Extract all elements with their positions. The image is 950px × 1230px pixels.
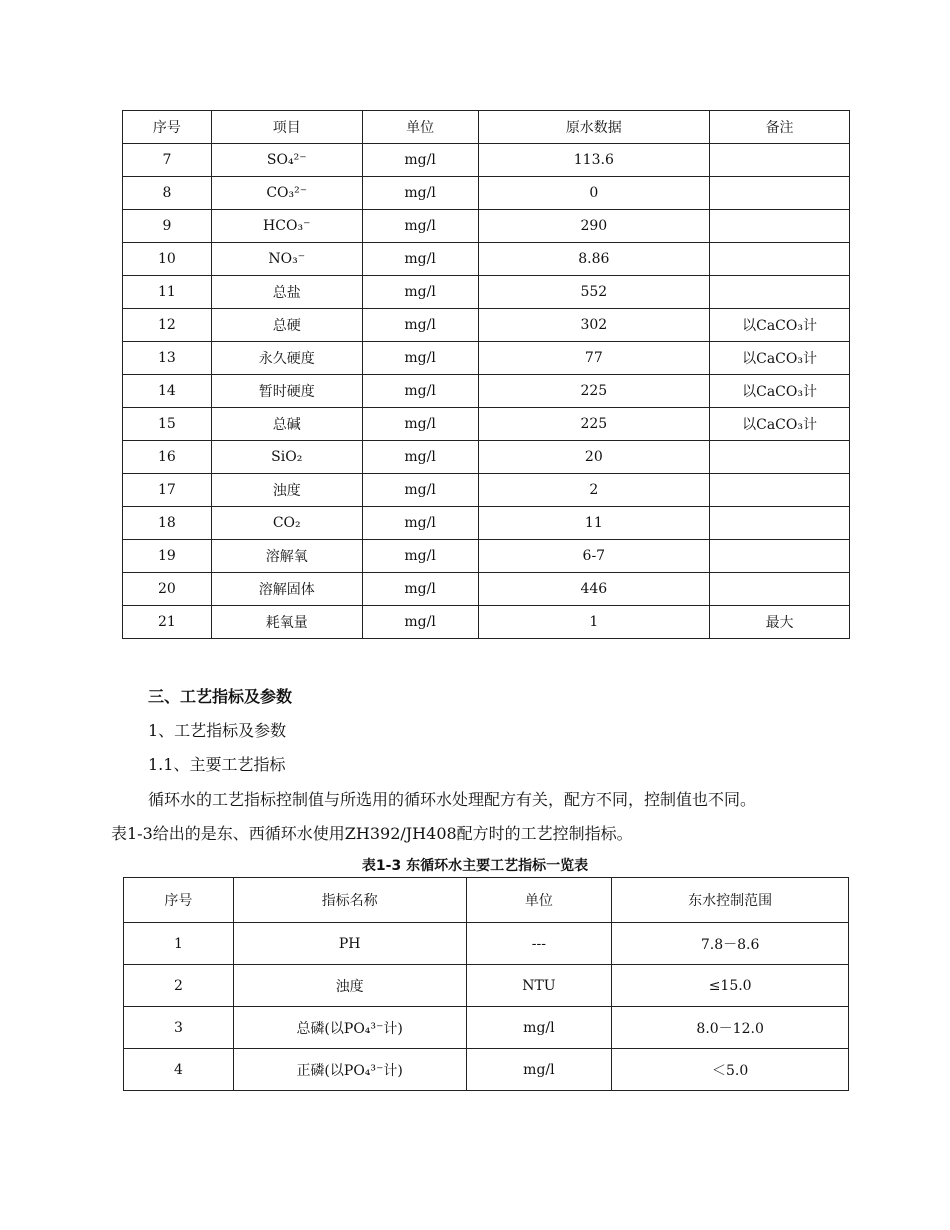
table-cell xyxy=(710,276,850,309)
table-row xyxy=(123,441,850,474)
table-cell: mg/l xyxy=(362,210,478,243)
table-cell: 以CaCO₃计 xyxy=(710,375,850,408)
table-cell: 225 xyxy=(478,375,710,408)
table-cell: 77 xyxy=(478,342,710,375)
table-cell: mg/l xyxy=(362,144,478,177)
table-cell: mg/l xyxy=(466,1007,612,1049)
table-cell: 446 xyxy=(478,573,710,606)
table-cell: 11 xyxy=(478,507,710,540)
table-cell: 13 xyxy=(123,342,212,375)
table-cell: 2 xyxy=(478,474,710,507)
table-cell: 12 xyxy=(123,309,212,342)
column-header: 序号 xyxy=(124,878,234,923)
table-cell: CO₂ xyxy=(211,507,362,540)
column-header: 原水数据 xyxy=(478,111,710,144)
table-cell xyxy=(710,177,850,210)
column-header: 指标名称 xyxy=(233,878,466,923)
table-cell: mg/l xyxy=(362,276,478,309)
table-cell: NO₃⁻ xyxy=(211,243,362,276)
table-cell: 溶解氧 xyxy=(211,540,362,573)
table-cell: mg/l xyxy=(362,507,478,540)
table-row xyxy=(123,309,850,342)
column-header: 单位 xyxy=(362,111,478,144)
header-row xyxy=(124,878,849,923)
table-cell: 最大 xyxy=(710,606,850,639)
table-cell: 7.8－8.6 xyxy=(612,923,849,965)
table-cell xyxy=(710,573,850,606)
table-cell: 290 xyxy=(478,210,710,243)
table-cell: 20 xyxy=(123,573,212,606)
table-cell: 14 xyxy=(123,375,212,408)
paragraph-line-1: 循环水的工艺指标控制值与所选用的循环水处理配方有关，配方不同，控制值也不同。 xyxy=(148,790,757,809)
table-cell: 3 xyxy=(124,1007,234,1049)
table-row xyxy=(123,606,850,639)
table-cell: 17 xyxy=(123,474,212,507)
table-row xyxy=(124,1007,849,1049)
table-row xyxy=(123,177,850,210)
table-cell: mg/l xyxy=(362,540,478,573)
table-cell: mg/l xyxy=(362,342,478,375)
table-cell: PH xyxy=(233,923,466,965)
table-cell: 暂时硬度 xyxy=(211,375,362,408)
table-cell: 总硬 xyxy=(211,309,362,342)
table-row xyxy=(123,210,850,243)
table-row xyxy=(124,1049,849,1091)
table-row xyxy=(123,276,850,309)
table-row xyxy=(123,573,850,606)
table-cell: 正磷(以PO₄³⁻计) xyxy=(233,1049,466,1091)
table-cell: 0 xyxy=(478,177,710,210)
table-cell: 溶解固体 xyxy=(211,573,362,606)
table-cell: 10 xyxy=(123,243,212,276)
table-cell: 耗氧量 xyxy=(211,606,362,639)
process-index-table xyxy=(123,877,849,1091)
table-cell: 浊度 xyxy=(211,474,362,507)
table-cell xyxy=(710,474,850,507)
table-cell: 225 xyxy=(478,408,710,441)
table-caption: 表1-3 东循环水主要工艺指标一览表 xyxy=(361,858,589,874)
table-row xyxy=(123,507,850,540)
table-cell: 18 xyxy=(123,507,212,540)
header-row xyxy=(123,111,850,144)
table-cell: mg/l xyxy=(362,243,478,276)
table-row xyxy=(123,144,850,177)
subheading-2: 1.1、主要工艺指标 xyxy=(148,755,286,774)
table-cell: mg/l xyxy=(362,177,478,210)
table-cell: mg/l xyxy=(362,309,478,342)
table-cell: NTU xyxy=(466,965,612,1007)
table-row xyxy=(124,923,849,965)
table-cell: 永久硬度 xyxy=(211,342,362,375)
table-cell: ≤15.0 xyxy=(612,965,849,1007)
table-cell: mg/l xyxy=(362,408,478,441)
table-row xyxy=(123,540,850,573)
table-cell: mg/l xyxy=(362,573,478,606)
table-cell: mg/l xyxy=(466,1049,612,1091)
table-cell: 8 xyxy=(123,177,212,210)
table-cell: ＜5.0 xyxy=(612,1049,849,1091)
table-cell xyxy=(710,243,850,276)
table-cell: HCO₃⁻ xyxy=(211,210,362,243)
table-cell: 302 xyxy=(478,309,710,342)
table-cell xyxy=(710,144,850,177)
table-cell: 6-7 xyxy=(478,540,710,573)
table-row xyxy=(124,965,849,1007)
column-header: 单位 xyxy=(466,878,612,923)
table-cell: mg/l xyxy=(362,375,478,408)
table-cell: mg/l xyxy=(362,441,478,474)
table-cell: 9 xyxy=(123,210,212,243)
table-cell: SiO₂ xyxy=(211,441,362,474)
table-cell: mg/l xyxy=(362,606,478,639)
table-cell xyxy=(710,540,850,573)
table-cell: 113.6 xyxy=(478,144,710,177)
table-cell: 20 xyxy=(478,441,710,474)
table-cell: 15 xyxy=(123,408,212,441)
table-cell: 2 xyxy=(124,965,234,1007)
table-cell: SO₄²⁻ xyxy=(211,144,362,177)
water-quality-table xyxy=(122,110,850,639)
table-cell: 7 xyxy=(123,144,212,177)
table-cell: mg/l xyxy=(362,474,478,507)
table-cell xyxy=(710,507,850,540)
column-header: 序号 xyxy=(123,111,212,144)
table-cell: 8.86 xyxy=(478,243,710,276)
column-header: 备注 xyxy=(710,111,850,144)
column-header: 东水控制范围 xyxy=(612,878,849,923)
table-cell: 以CaCO₃计 xyxy=(710,342,850,375)
table-cell: CO₃²⁻ xyxy=(211,177,362,210)
table-cell: 总碱 xyxy=(211,408,362,441)
table-cell: 11 xyxy=(123,276,212,309)
table-cell: 以CaCO₃计 xyxy=(710,309,850,342)
table-cell: 1 xyxy=(124,923,234,965)
table-row xyxy=(123,375,850,408)
table-cell: 总盐 xyxy=(211,276,362,309)
table-row xyxy=(123,408,850,441)
table-cell: --- xyxy=(466,923,612,965)
table-cell xyxy=(710,441,850,474)
table-cell: 浊度 xyxy=(233,965,466,1007)
table-cell xyxy=(710,210,850,243)
table-row xyxy=(123,243,850,276)
table-cell: 21 xyxy=(123,606,212,639)
table-cell: 16 xyxy=(123,441,212,474)
paragraph-line-2: 表1-3给出的是东、西循环水使用ZH392/JH408配方时的工艺控制指标。 xyxy=(111,824,633,843)
column-header: 项目 xyxy=(211,111,362,144)
table-row xyxy=(123,342,850,375)
table-cell: 1 xyxy=(478,606,710,639)
table-cell: 总磷(以PO₄³⁻计) xyxy=(233,1007,466,1049)
table-row xyxy=(123,474,850,507)
table-cell: 19 xyxy=(123,540,212,573)
section-heading: 三、工艺指标及参数 xyxy=(148,687,293,706)
table-cell: 4 xyxy=(124,1049,234,1091)
subheading-1: 1、工艺指标及参数 xyxy=(148,721,287,740)
table-cell: 以CaCO₃计 xyxy=(710,408,850,441)
table-cell: 552 xyxy=(478,276,710,309)
table-cell: 8.0－12.0 xyxy=(612,1007,849,1049)
